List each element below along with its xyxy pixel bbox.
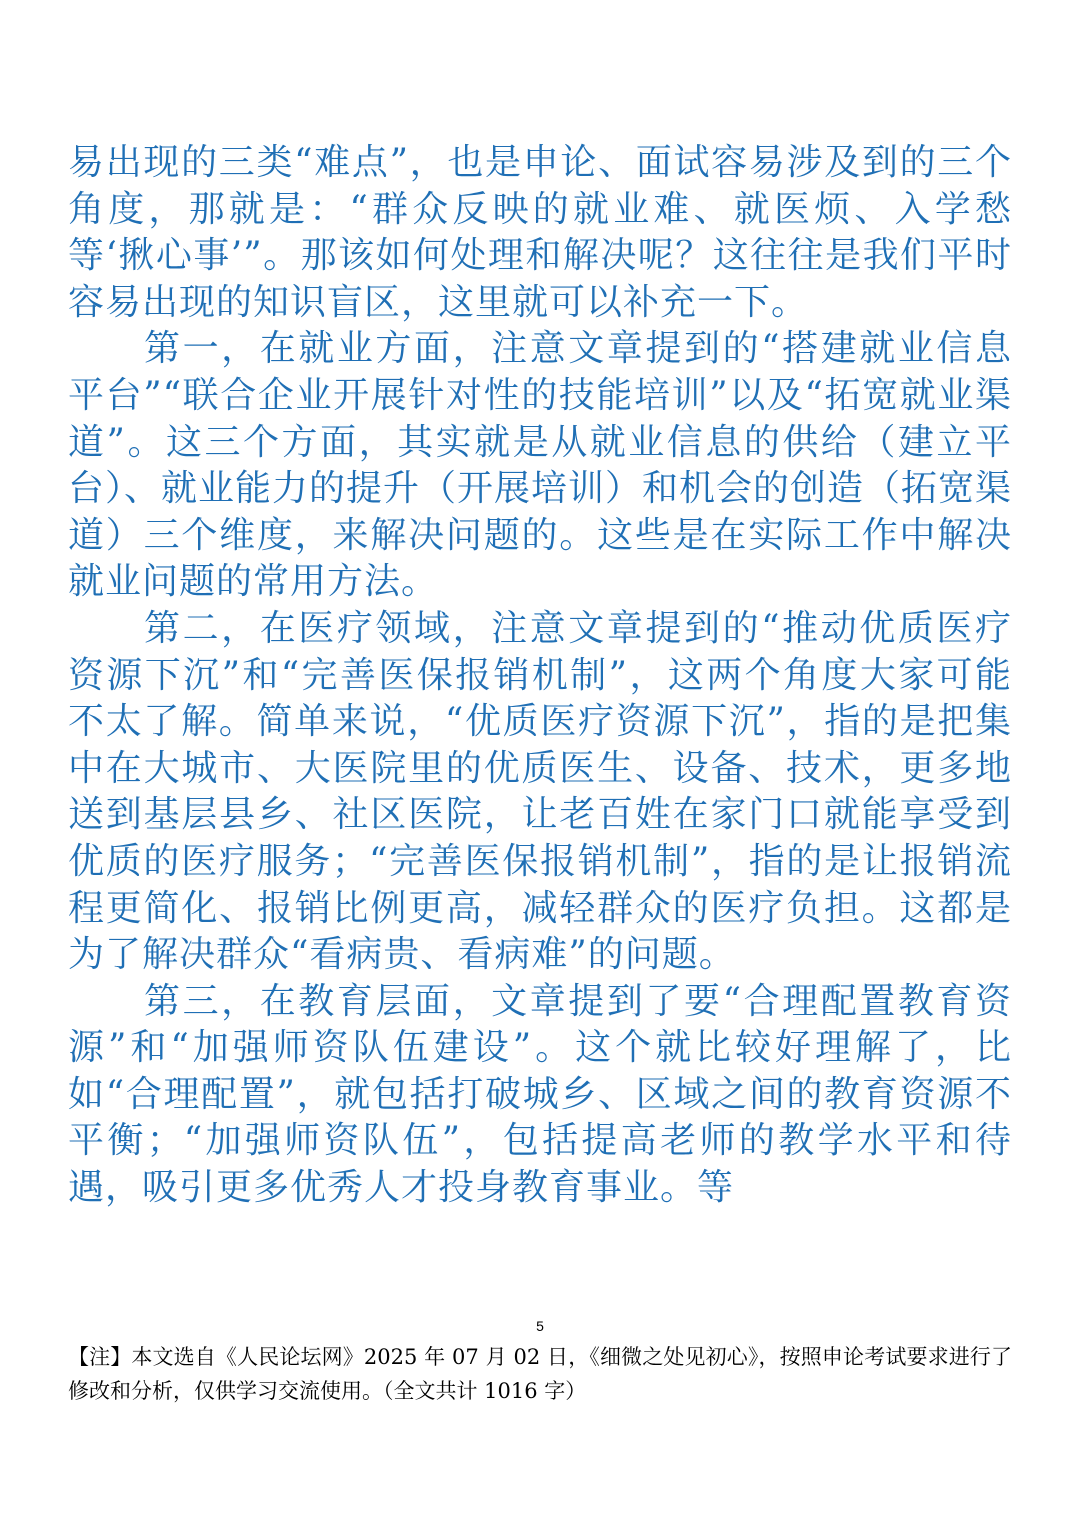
page-number: 5 [536,1318,544,1334]
paragraph-employment: 第一，在就业方面，注意文章提到的“搭建就业信息平台”“联合企业开展针对性的技能培训”以及“拓宽就业渠道”。这三个方面，其实就是从就业信息的供给（建立平台）、就业能力的提升（开展培训）和机会的创造（拓宽渠道）三个维度，来解决问题的。这些是在实际工作中解决就业问题的常用方法。 [68,328,1013,603]
footnote: 【注】本文选自《人民论坛网》2025 年 07 月 02 日，《细微之处见初心》，按照申论考试要求进行了修改和分析，仅供学习交流使用。（全文共计 1016 字） [68,1345,1012,1403]
article-body [68,140,1012,1212]
paragraph-education: 第三，在教育层面，文章提到了要“合理配置教育资源”和“加强师资队伍建设”。这个就比较好理解了，比如“合理配置”，就包括打破城乡、区域之间的教育资源不平衡；“加强师资队伍”，包括提高老师的教学水平和待遇，吸引更多优秀人才投身教育事业。等 [68,980,1012,1209]
paragraph-medical: 第二，在医疗领域，注意文章提到的“推动优质医疗资源下沉”和“完善医保报销机制”，这两个角度大家可能不太了解。简单来说，“优质医疗资源下沉”，指的是把集中在大城市、大医院里的优质医生、设备、技术，更多地送到基层县乡、社区医院，让老百姓在家门口就能享受到优质的医疗服务；“完善医保报销机制”，指的是让报销流程更简化、报销比例更高，减轻群众的医疗负担。这都是为了解决群众“看病贵、看病难”的问题。 [68,607,1012,976]
paragraph-intro: 易出现的三类“难点”，也是申论、面试容易涉及到的三个角度，那就是：“群众反映的就业难、就医烦、入学愁等‘揪心事’”。那该如何处理和解决呢？这往往是我们平时容易出现的知识盲区，这里就可以补充一下。 [68,142,1012,323]
